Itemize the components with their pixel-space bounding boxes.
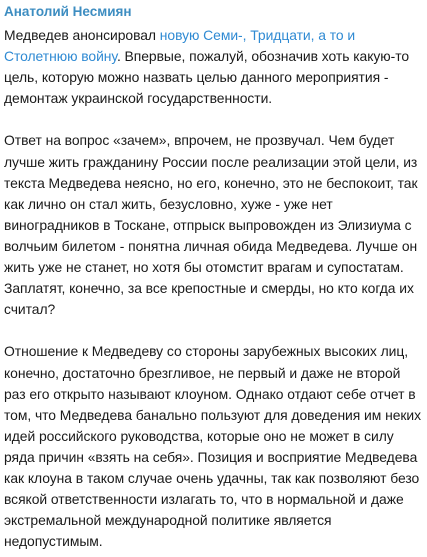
- post-paragraph-1: [4, 25, 421, 109]
- paragraph-1-text-before: Медведев анонсировал: [4, 27, 160, 43]
- post-paragraph-2: Ответ на вопрос «зачем», впрочем, не прозвучал. Чем будет лучше жить гражданину России после реализации этой цели, из текста Медведева неясно, но его, конечно, это не беспокоит, так как лично он стал жить, безусловно, хуже - уже нет виноградников в Тоскане, отпрыск выпровожден из Элизиума с волчьим билетом - понятна личная обида Медведева. Лучше он жить уже не станет, но хотя бы отомстит врагам и супостатам. Заплатят, конечно, за все крепостные и смерды, но кто когда их считал?: [4, 132, 418, 318]
- war-announcement-link[interactable]: новую Семи-, Тридцати, а то и Столетнюю войну: [4, 27, 356, 65]
- post-author-name[interactable]: Анатолий Несмиян: [4, 4, 132, 19]
- paragraph-1-text-after: . Впервые, пожалуй, обозначив хоть какую-то цель, которую можно назвать целью данного мероприятия - демонтаж украинской государственности.: [4, 48, 410, 107]
- post-paragraph-3: Отношение к Медведеву со стороны зарубежных высоких лиц, конечно, достаточно брезгливое, не первый и даже не второй раз его открыто называют клоуном. Однако отдают себе отчет в том, что Медведева банально пользуют для доведения им неких идей российского руководства, которые оно не может в силу ряда причин «взять на себя». Позиция и восприятие Медведева как клоуна в таком случае очень удачны, так как позволяют безо всякой ответственности излагать то, что в нормальной и даже экстремальной международной политике является недопустимым.: [4, 343, 421, 550]
